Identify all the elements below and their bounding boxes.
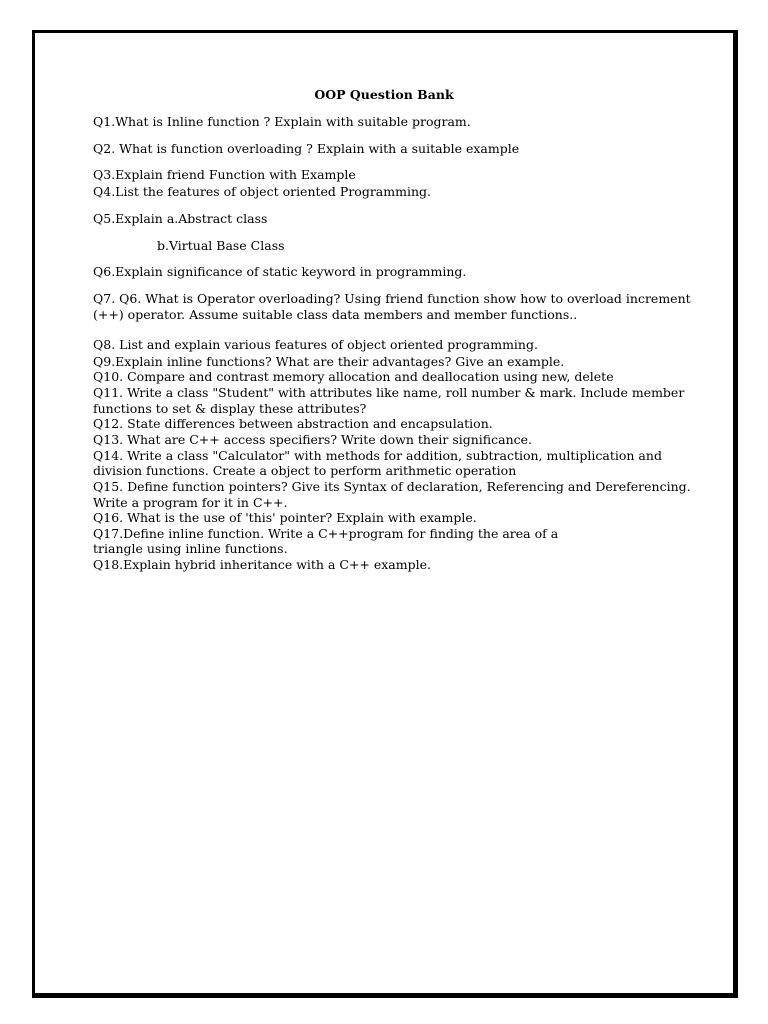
question-line: Q8. List and explain various features of object oriented programming. [93,337,538,352]
question-line: Q12. State differences between abstraction and encapsulation. [93,416,493,431]
question-line: Q1.What is Inline function ? Explain with suitable program. [93,114,471,129]
question-line: division functions. Create a object to perform arithmetic operation [93,463,517,478]
question-line: Q5.Explain a.Abstract class [93,211,268,226]
question-subitem: b.Virtual Base Class [157,238,285,253]
question-line: Q16. What is the use of 'this' pointer? Explain with example. [93,510,477,525]
question-line: Q10. Compare and contrast memory allocation and deallocation using new, delete [93,369,614,384]
question-line: Q3.Explain friend Function with Example [93,167,356,182]
question-line: Q17.Define inline function. Write a C++program for finding the area of a [93,526,559,541]
question-line: Q11. Write a class "Student" with attributes like name, roll number & mark. Include member [93,385,685,400]
question-line: Q7. Q6. What is Operator overloading? Using friend function show how to overload increment [93,291,691,306]
question-line: Q6.Explain significance of static keyword in programming. [93,264,467,279]
question-line: Q14. Write a class "Calculator" with methods for addition, subtraction, multiplication and [93,448,662,463]
document-title: OOP Question Bank [314,87,454,102]
question-line: triangle using inline functions. [93,541,288,556]
question-line: functions to set & display these attributes? [93,401,367,416]
question-line: (++) operator. Assume suitable class data members and member functions.. [93,307,578,322]
question-line: Q4.List the features of object oriented Programming. [93,184,431,199]
question-line: Q9.Explain inline functions? What are their advantages? Give an example. [93,354,565,369]
question-line: Q2. What is function overloading ? Explain with a suitable example [93,141,520,156]
question-line: Q13. What are C++ access specifiers? Write down their significance. [93,432,532,447]
question-line: Q15. Define function pointers? Give its Syntax of declaration, Referencing and Dereferencing. [93,479,691,494]
question-line: Q18.Explain hybrid inheritance with a C++ example. [93,557,431,572]
question-line: Write a program for it in C++. [93,495,288,510]
